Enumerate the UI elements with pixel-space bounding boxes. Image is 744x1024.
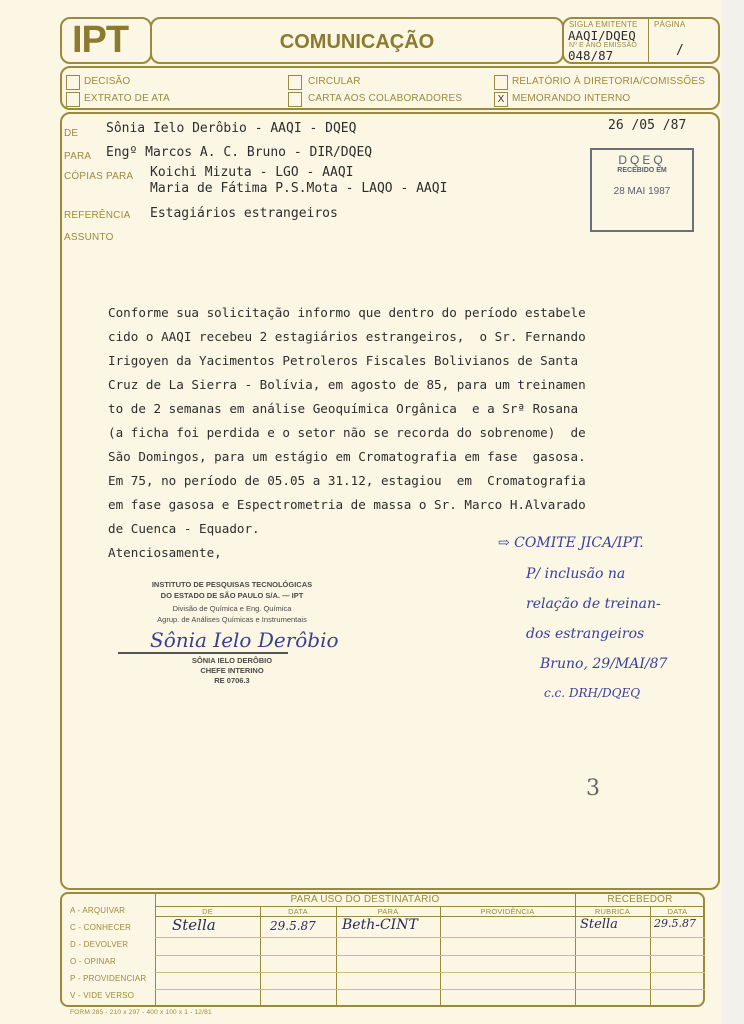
- checkbox-memorando[interactable]: X: [494, 92, 508, 107]
- sig-line: Divisão de Química e Eng. Química: [172, 604, 292, 613]
- cell-para: Beth-CINT: [342, 917, 418, 933]
- sig-line: RE 0706.3: [214, 676, 250, 685]
- note-line: P/ inclusão na: [526, 566, 626, 582]
- copias-label: CÓPIAS PARA: [64, 171, 134, 182]
- action-item: O - OPINAR: [70, 957, 117, 966]
- action-item: A - ARQUIVAR: [70, 906, 126, 915]
- body-line: to de 2 semanas em análise Geoquímica Orgânica e a Srª Rosana: [108, 401, 579, 416]
- destinatario-title: PARA USO DO DESTINATÁRIO: [290, 894, 440, 905]
- note-line: dos estrangeiros: [526, 626, 645, 642]
- label-carta: CARTA AOS COLABORADORES: [308, 93, 463, 104]
- pagina-label: PÁGINA: [654, 20, 686, 29]
- form-title: COMUNICAÇÃO: [279, 31, 435, 53]
- para-value: Engº Marcos A. C. Bruno - DIR/DQEQ: [106, 145, 373, 160]
- assunto-label: ASSUNTO: [64, 232, 114, 243]
- col-header: DATA: [288, 907, 308, 916]
- note-line: relação de treinan-: [526, 596, 661, 612]
- body-line: Irigoyen da Yacimentos Petroleros Fiscales Bolivianos de Santa: [108, 353, 579, 368]
- body-line: em fase gasosa e Espectrometria de massa o Sr. Marco H.Alvarado: [108, 497, 586, 512]
- pagina-value: /: [676, 43, 684, 58]
- stamp-org: DQEQ: [618, 153, 666, 167]
- col-header: DATA: [667, 907, 688, 916]
- body-line: Cruz de La Sierra - Bolívia, em agosto de 85, para um treinamen: [108, 377, 586, 392]
- label-relatorio: RELATÓRIO À DIRETORIA/COMISSÕES: [512, 76, 706, 87]
- memo-date: 26 /05 /87: [608, 118, 687, 133]
- referencia-value: Estagiários estrangeiros: [150, 206, 338, 221]
- signature-rule: [118, 652, 288, 654]
- sig-line: INSTITUTO DE PESQUISAS TECNOLÓGICAS: [151, 580, 313, 589]
- cell-de: Stella: [172, 916, 216, 934]
- note-line: c.c. DRH/DQEQ: [544, 686, 641, 700]
- body-line: cido o AAQI recebeu 2 estagiários estrangeiros, o Sr. Fernando: [108, 329, 586, 344]
- action-item: V - VIDE VERSO: [70, 991, 135, 1000]
- col-header: RUBRICA: [594, 907, 631, 916]
- action-item: D - DEVOLVER: [70, 940, 129, 949]
- col-header: DE: [202, 907, 213, 916]
- numero-value: 048/87: [568, 48, 614, 63]
- checkbox-carta[interactable]: [288, 92, 302, 107]
- sigla-box: [562, 17, 720, 64]
- cell-rubrica: Stella: [580, 917, 618, 932]
- action-item: P - PROVIDENCIAR: [70, 974, 147, 983]
- body-line: São Domingos, para um estágio em Cromatografia em fase gasosa.: [108, 449, 586, 464]
- label-decisao: DECISÃO: [84, 76, 131, 87]
- checkbox-extrato[interactable]: [66, 92, 80, 107]
- action-item: C - CONHECER: [70, 923, 132, 932]
- body-line: de Cuenca - Equador.: [108, 521, 260, 536]
- cell-data: 29.5.87: [270, 919, 316, 933]
- stamp-label: RECEBIDO EM: [617, 167, 667, 174]
- copia-2: Maria de Fátima P.S.Mota - LAQO - AAQI: [150, 181, 448, 196]
- sigla-value: AAQI/DQEQ: [568, 28, 636, 43]
- checkbox-circular[interactable]: [288, 75, 302, 90]
- ipt-logo: IPT: [72, 19, 129, 61]
- document-type-box: [60, 66, 720, 110]
- sig-line: SÔNIA IELO DERÔBIO: [191, 656, 273, 665]
- cell-recebedor-data: 29.5.87: [654, 917, 696, 930]
- numero-label: Nº E ANO EMISSÃO: [569, 42, 637, 49]
- note-line: ⇨ COMITE JICA/IPT.: [498, 535, 644, 551]
- sig-line: CHEFE INTERINO: [200, 666, 264, 675]
- checkbox-relatorio[interactable]: [494, 75, 508, 90]
- form-code: FORM 285 - 210 x 297 - 400 x 100 x 1 - 12/81: [70, 1009, 212, 1016]
- para-label: PARA: [64, 151, 92, 162]
- referencia-label: REFERÊNCIA: [64, 210, 131, 221]
- body-line: (a ficha foi perdida e o setor não se recorda do sobrenome) de: [108, 425, 586, 440]
- label-extrato: EXTRATO DE ATA: [84, 93, 170, 104]
- label-circular: CIRCULAR: [308, 76, 361, 87]
- handwritten-signature: Sônia Ielo Derôbio: [150, 628, 339, 652]
- received-stamp: [590, 148, 694, 232]
- handwritten-page-number: 3: [586, 776, 600, 801]
- body-line: Em 75, no período de 05.05 a 31.12, estagiou em Cromatografia: [108, 473, 586, 488]
- title-box: [150, 17, 564, 64]
- logo-box: [60, 17, 152, 64]
- sig-line: DO ESTADO DE SÃO PAULO S/A. — IPT: [160, 591, 304, 600]
- de-value: Sônia Ielo Derôbio - AAQI - DQEQ: [106, 121, 357, 136]
- copia-1: Koichi Mizuta - LGO - AAQI: [150, 165, 354, 180]
- divider: [648, 19, 649, 62]
- de-label: DE: [64, 128, 79, 139]
- sig-line: Agrup. de Análises Químicas e Instrumentais: [157, 615, 307, 624]
- col-header: PARA: [377, 907, 399, 916]
- recebedor-title: RECEBEDOR: [607, 894, 673, 905]
- stamp-date: 28 MAI 1987: [613, 186, 671, 197]
- note-line: Bruno, 29/MAI/87: [540, 656, 668, 672]
- closing: Atenciosamente,: [108, 545, 222, 560]
- col-header: PROVIDÊNCIA: [480, 907, 535, 916]
- checkbox-decisao[interactable]: [66, 75, 80, 90]
- body-line: Conforme sua solicitação informo que dentro do período estabele: [108, 305, 586, 320]
- sigla-label: SIGLA EMITENTE: [569, 20, 638, 29]
- label-memorando: MEMORANDO INTERNO: [512, 93, 631, 104]
